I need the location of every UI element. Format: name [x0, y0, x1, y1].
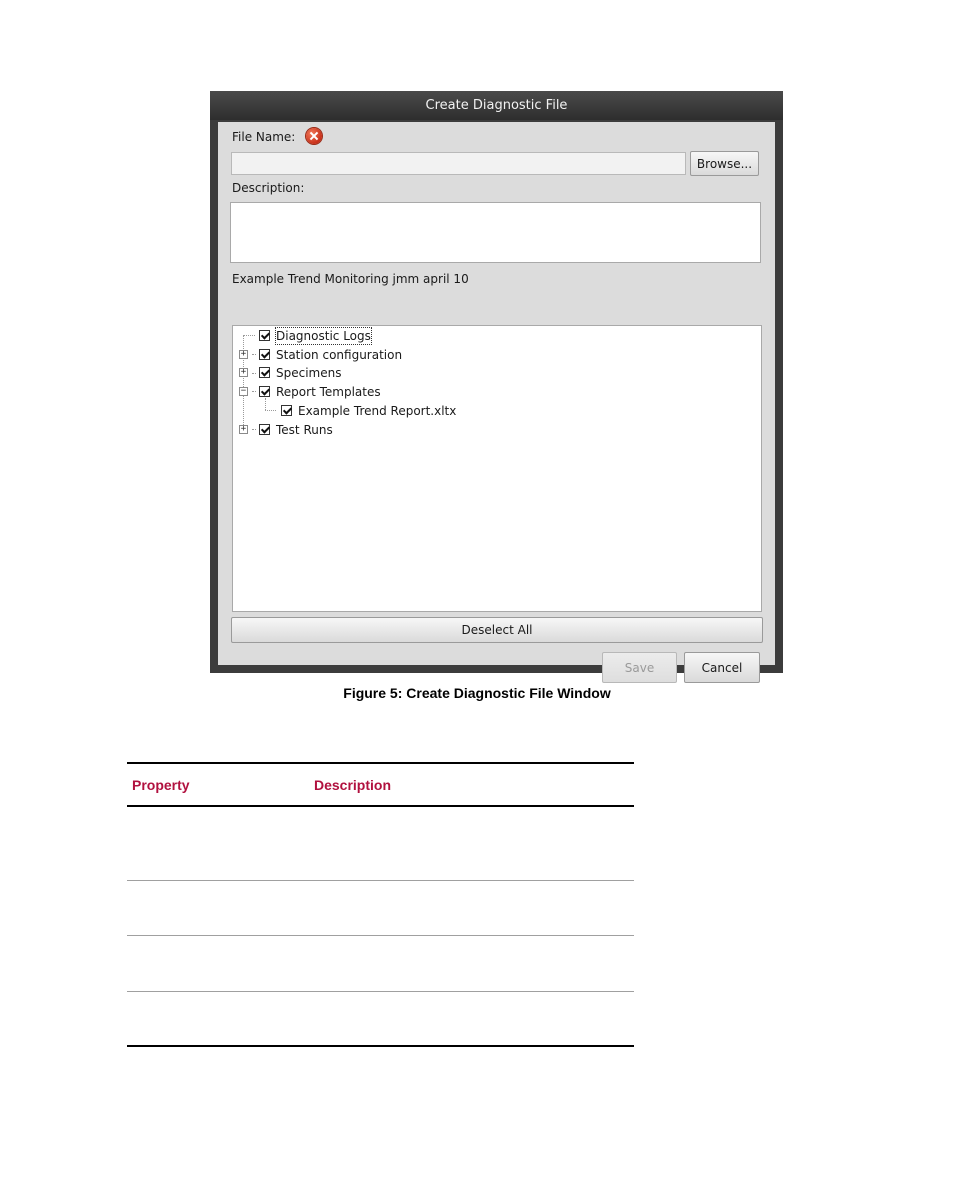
property-table — [127, 762, 634, 1047]
error-icon — [306, 128, 322, 144]
expand-icon[interactable]: + — [240, 349, 247, 359]
table-header-rule — [127, 805, 634, 807]
create-diagnostic-file-dialog — [210, 91, 783, 673]
browse-button[interactable]: Browse... — [690, 151, 759, 176]
tree-node-test-runs[interactable] — [233, 421, 433, 439]
description-label: Description: — [232, 181, 305, 195]
checkbox[interactable] — [259, 386, 270, 397]
cancel-button[interactable]: Cancel — [684, 652, 760, 683]
table-row-divider — [127, 880, 634, 881]
tree-node-report-templates[interactable] — [233, 383, 433, 401]
table-row-divider — [127, 991, 634, 992]
checkbox[interactable] — [281, 405, 292, 416]
table-bottom-rule — [127, 1045, 634, 1047]
tree-node-diagnostic-logs[interactable] — [233, 327, 433, 345]
tree-node-specimens[interactable] — [233, 364, 433, 382]
checkbox[interactable] — [259, 330, 270, 341]
tree-node-label: Specimens — [276, 366, 342, 380]
tree-node-label: Station configuration — [276, 348, 403, 362]
table-top-rule — [127, 762, 634, 764]
tree-node-label: Test Runs — [276, 423, 333, 437]
expand-icon[interactable]: + — [240, 424, 247, 434]
dialog-title: Create Diagnostic File — [210, 91, 783, 120]
table-row-divider — [127, 935, 634, 936]
diagnostic-items-tree[interactable] — [232, 325, 762, 612]
table-header-description: Description — [314, 777, 392, 793]
tree-node-example-trend-report[interactable] — [233, 402, 493, 420]
file-name-label: File Name: — [232, 130, 296, 144]
tree-node-label: Diagnostic Logs — [276, 329, 371, 343]
description-textarea[interactable] — [230, 202, 761, 263]
file-name-input[interactable] — [231, 152, 686, 175]
tree-node-label: Report Templates — [276, 385, 381, 399]
figure-caption: Figure 5: Create Diagnostic File Window — [343, 685, 611, 701]
tree-header-label: Example Trend Monitoring jmm april 10 — [232, 272, 469, 286]
save-button[interactable]: Save — [602, 652, 677, 683]
checkbox[interactable] — [259, 424, 270, 435]
tree-node-station-configuration[interactable] — [233, 346, 433, 364]
tree-node-label: Example Trend Report.xltx — [298, 404, 457, 418]
checkbox[interactable] — [259, 349, 270, 360]
checkbox[interactable] — [259, 367, 270, 378]
expand-icon[interactable]: + — [240, 367, 247, 377]
table-header-property: Property — [132, 777, 190, 793]
deselect-all-button[interactable]: Deselect All — [231, 617, 763, 643]
collapse-icon[interactable]: − — [240, 386, 247, 396]
dialog-body — [218, 122, 775, 675]
